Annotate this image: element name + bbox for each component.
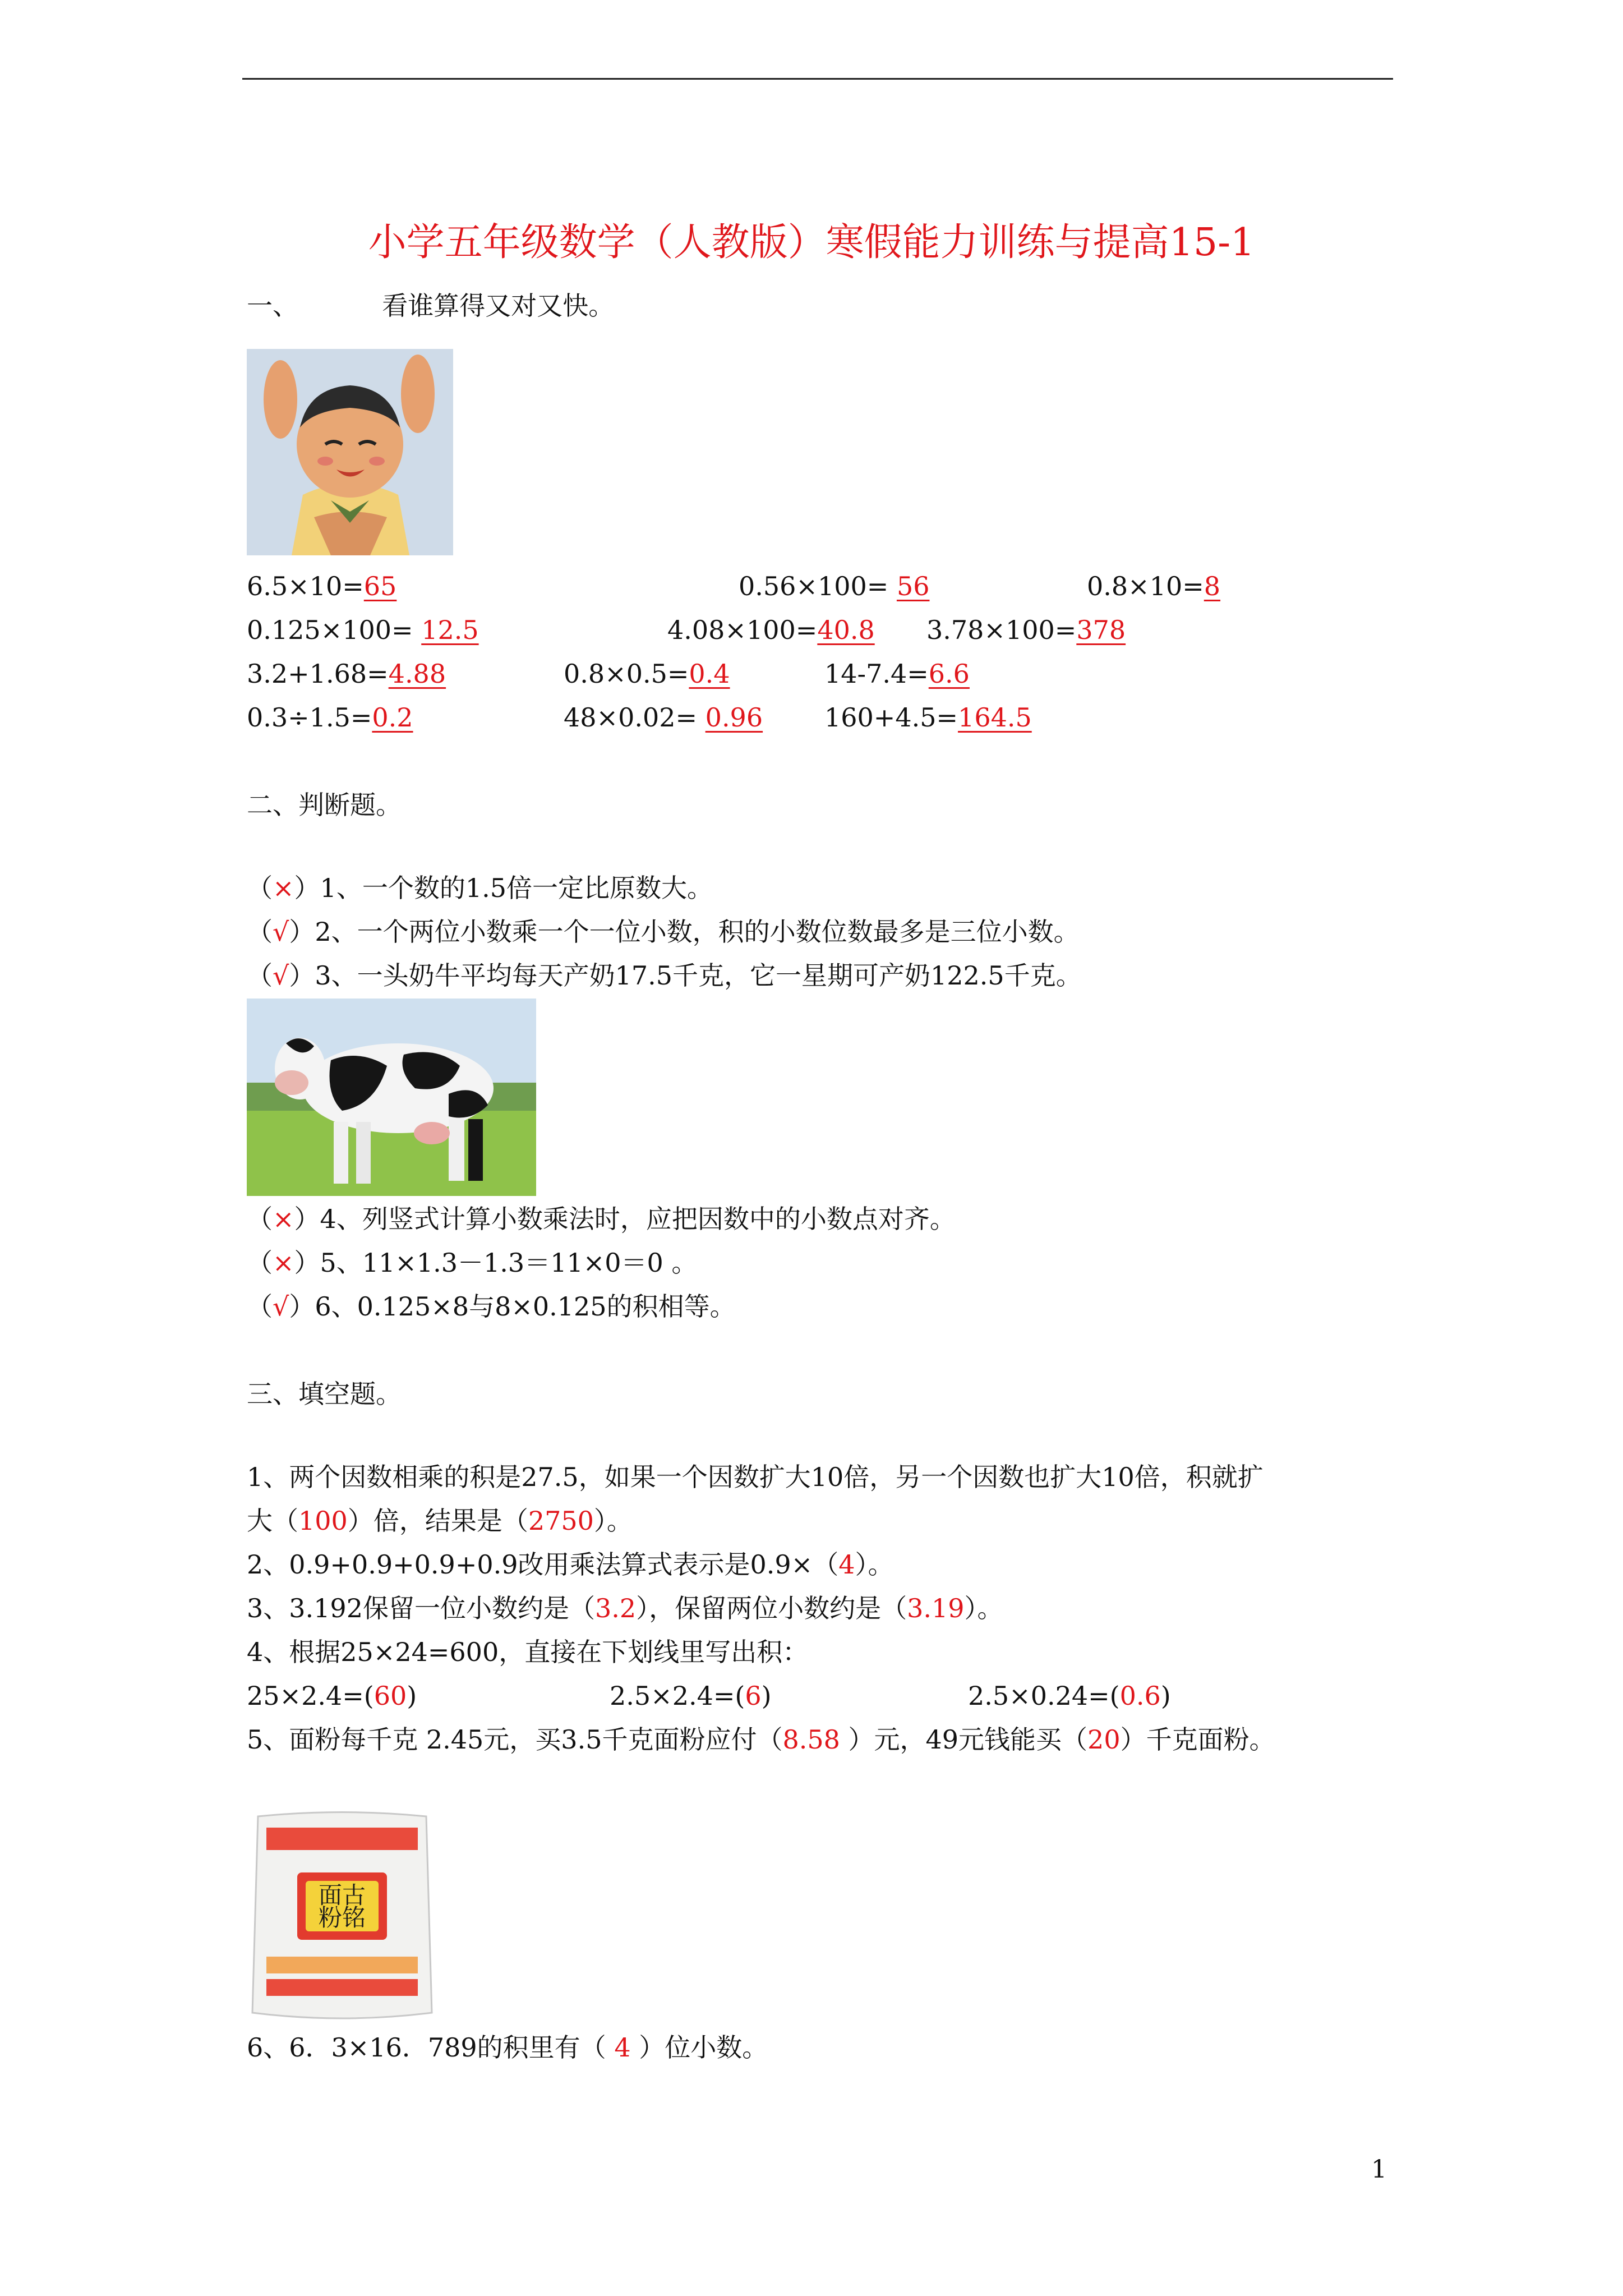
text: ) xyxy=(761,1681,772,1711)
section-number: 一、 xyxy=(247,291,298,321)
judge-item-4: （×）4、列竖式计算小数乘法时，应把因数中的小数点对齐。 xyxy=(247,1204,956,1234)
cartoon-boy-image xyxy=(247,349,453,555)
calc-row-1-col-3 xyxy=(1087,569,1220,603)
calc-row-4 xyxy=(247,701,413,734)
text: ），保留两位小数约是（ xyxy=(636,1593,907,1623)
fill-answer: 8.58 xyxy=(782,1724,840,1755)
text: ）倍，结果是（ xyxy=(347,1506,528,1536)
flour-logo-line-2: 粉铭 xyxy=(318,1904,366,1931)
calc-row-2-col-3 xyxy=(926,613,1126,647)
fill-q3 xyxy=(247,1591,1003,1625)
calc-question: 0.8×0.5= xyxy=(564,659,689,689)
fill-q2 xyxy=(247,1548,894,1581)
judge-item-3: （√）3、一头奶牛平均每天产奶17.5千克，它一星期可产奶122.5千克。 xyxy=(247,960,1082,991)
calc-question: 48×0.02= xyxy=(564,702,706,733)
fill-q1-line1: 1、两个因数相乘的积是27.5，如果一个因数扩大10倍，另一个因数也扩大10倍，积就扩 xyxy=(247,1462,1264,1492)
calc-answer: 4.88 xyxy=(388,659,446,689)
calc-row-2-col-2 xyxy=(667,613,875,647)
text: 2.5×0.24=( xyxy=(968,1681,1120,1711)
calc-answer: 40.8 xyxy=(817,615,875,645)
fill-answer: 3.2 xyxy=(594,1593,637,1623)
calc-row-3-col-3 xyxy=(824,657,970,691)
judge-text: 1、一个数的1.5倍一定比原数大。 xyxy=(320,873,713,903)
text: 6、6．3×16．789的积里有（ xyxy=(247,2032,615,2063)
calc-answer: 164.5 xyxy=(958,702,1032,733)
calc-row-3-col-2 xyxy=(564,657,730,691)
calc-answer: 6.6 xyxy=(928,659,970,689)
text: 3、3.192保留一位小数约是（ xyxy=(247,1593,595,1623)
text: ) xyxy=(1160,1681,1171,1711)
text: ）位小数。 xyxy=(630,2032,768,2063)
judge-text: 4、列竖式计算小数乘法时，应把因数中的小数点对齐。 xyxy=(320,1204,956,1234)
calc-row-1-col-2 xyxy=(739,569,929,603)
judge-text: 5、11×1.3－1.3＝11×0＝0 。 xyxy=(320,1248,698,1278)
judge-mark: √ xyxy=(273,1291,289,1322)
judge-mark: × xyxy=(273,873,294,903)
fill-answer: 2750 xyxy=(528,1506,594,1536)
section-2-heading: 二、判断题。 xyxy=(247,790,402,820)
text: 2.5×2.4=( xyxy=(610,1681,745,1711)
page-title: 小学五年级数学（人教版）寒假能力训练与提高15-1 xyxy=(368,220,1255,265)
fill-answer: 100 xyxy=(298,1506,348,1536)
section-title: 看谁算得又对又快。 xyxy=(382,291,615,321)
calc-answer: 12.5 xyxy=(421,615,479,645)
fill-answer: 20 xyxy=(1087,1724,1121,1755)
text: 大（ xyxy=(247,1506,298,1536)
calc-question: 0.8×10= xyxy=(1087,571,1204,601)
fill-q4-item-1 xyxy=(247,1679,417,1713)
calc-question: 0.3÷1.5= xyxy=(247,702,372,733)
fill-answer: 6 xyxy=(745,1681,762,1711)
judge-item-6: （√）6、0.125×8与8×0.125的积相等。 xyxy=(247,1291,736,1322)
calc-question: 3.78×100= xyxy=(926,615,1077,645)
calc-question: 4.08×100= xyxy=(667,615,818,645)
page-number: 1 xyxy=(1371,2155,1387,2184)
text: ）元，49元钱能买（ xyxy=(840,1724,1088,1755)
fill-q4-item-2 xyxy=(610,1679,772,1713)
judge-mark: × xyxy=(273,1248,294,1278)
judge-text: 3、一头奶牛平均每天产奶17.5千克，它一星期可产奶122.5千克。 xyxy=(315,960,1082,991)
text: ）千克面粉。 xyxy=(1120,1724,1275,1755)
calc-answer: 0.96 xyxy=(705,702,763,733)
calc-row-2 xyxy=(247,613,479,647)
text: ) xyxy=(407,1681,417,1711)
calc-row-3 xyxy=(247,657,446,691)
calc-row-1 xyxy=(247,569,396,603)
judge-mark: × xyxy=(273,1204,294,1234)
judge-item-5: （×）5、11×1.3－1.3＝11×0＝0 。 xyxy=(247,1248,698,1278)
fill-answer: 4 xyxy=(838,1549,855,1580)
flour-bag-image xyxy=(247,1811,437,2024)
calc-answer: 8 xyxy=(1204,571,1221,601)
fill-q4-item-3 xyxy=(968,1679,1171,1713)
fill-q5 xyxy=(247,1723,1275,1756)
calc-answer: 0.4 xyxy=(689,659,730,689)
fill-q1-line2 xyxy=(247,1504,633,1538)
text: 25×2.4=( xyxy=(247,1681,374,1711)
judge-text: 6、0.125×8与8×0.125的积相等。 xyxy=(315,1291,736,1322)
calc-question: 3.2+1.68= xyxy=(247,659,389,689)
text: 5、面粉每千克 2.45元，买3.5千克面粉应付（ xyxy=(247,1724,783,1755)
judge-item-1: （×）1、一个数的1.5倍一定比原数大。 xyxy=(247,873,713,903)
calc-answer: 0.2 xyxy=(372,702,413,733)
text: ）。 xyxy=(855,1549,894,1580)
calc-answer: 56 xyxy=(896,571,930,601)
judge-text: 2、一个两位小数乘一个一位小数，积的小数位数最多是三位小数。 xyxy=(315,917,1080,947)
judge-mark: √ xyxy=(273,960,289,991)
calc-question: 0.56×100= xyxy=(739,571,897,601)
cow-image xyxy=(247,999,536,1196)
flour-logo-line-1: 面古 xyxy=(318,1881,366,1909)
judge-mark: √ xyxy=(273,917,289,947)
calc-row-4-col-2 xyxy=(564,701,763,734)
calc-question: 0.125×100= xyxy=(247,615,422,645)
calc-answer: 65 xyxy=(363,571,397,601)
calc-row-4-col-3 xyxy=(824,701,1032,734)
section-1-heading xyxy=(247,289,614,323)
fill-answer: 3.19 xyxy=(907,1593,965,1623)
calc-question: 14-7.4= xyxy=(824,659,929,689)
calc-question: 160+4.5= xyxy=(824,702,958,733)
calc-answer: 378 xyxy=(1076,615,1126,645)
fill-answer: 60 xyxy=(374,1681,407,1711)
fill-q6 xyxy=(247,2031,768,2064)
fill-answer: 4 xyxy=(614,2032,631,2063)
text: ）。 xyxy=(593,1506,633,1536)
fill-q4: 4、根据25×24=600，直接在下划线里写出积： xyxy=(247,1637,809,1667)
judge-item-2: （√）2、一个两位小数乘一个一位小数，积的小数位数最多是三位小数。 xyxy=(247,917,1080,947)
calc-question: 6.5×10= xyxy=(247,571,364,601)
header-rule xyxy=(242,78,1393,80)
fill-answer: 0.6 xyxy=(1119,1681,1161,1711)
section-3-heading: 三、填空题。 xyxy=(247,1379,402,1409)
text: ）。 xyxy=(964,1593,1003,1623)
text: 2、0.9+0.9+0.9+0.9改用乘法算式表示是0.9×（ xyxy=(247,1549,839,1580)
